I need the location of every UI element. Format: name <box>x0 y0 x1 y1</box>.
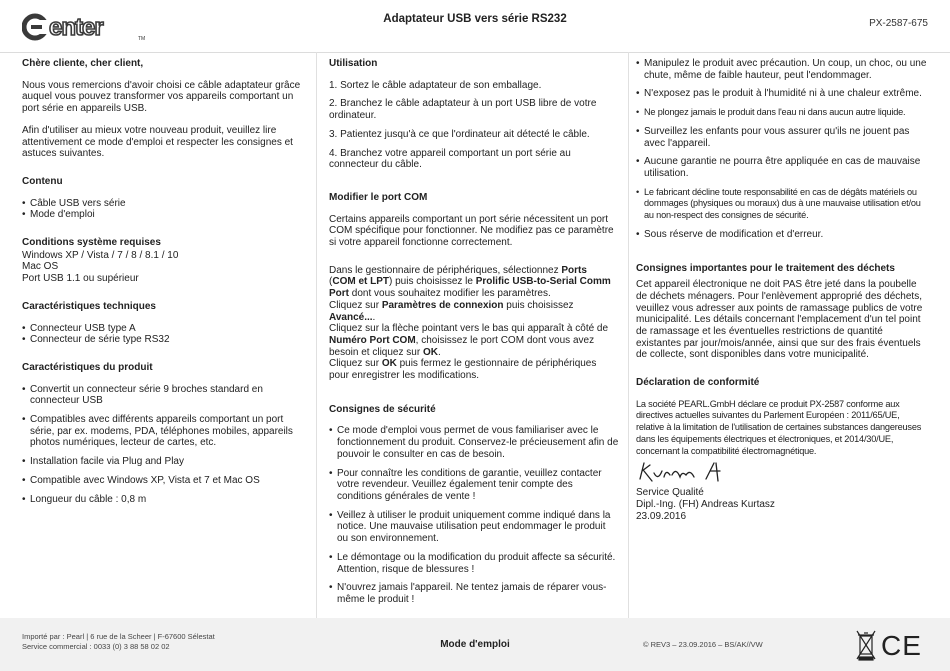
service-phone: Service commercial : 0033 (0) 3 88 58 02 02 <box>22 642 170 651</box>
footer-title: Mode d'emploi <box>440 639 510 650</box>
list-item: • N'exposez pas le produit à l'humidité ni à une chaleur extrême. <box>636 88 928 100</box>
condition-line: Windows XP / Vista / 7 / 8 / 8.1 / 10 <box>22 249 179 261</box>
svg-text:enter: enter <box>49 14 103 41</box>
importer-address: Importé par : Pearl | 6 rue de la Scheer | F-67600 Sélestat <box>22 632 215 641</box>
list-item: • Longueur du câble : 0,8 m <box>22 494 302 506</box>
signature-line: Dipl.-Ing. (FH) Andreas Kurtasz <box>636 498 775 510</box>
svg-text:TM: TM <box>138 36 146 42</box>
list-item: • Le fabricant décline toute responsabilité en cas de dégâts matériels ou dommages (physiques ou moraux) dus à une mauvaise utilisation et/ou au non-respect des consignes de sécurité. <box>636 187 928 222</box>
section-title-contenu: Contenu <box>22 175 63 187</box>
list-item: • Installation facile via Plug and Play <box>22 456 302 468</box>
section-title-utilisation: Utilisation <box>329 58 378 69</box>
step-item: 1. Sortez le câble adaptateur de son emballage. <box>329 79 542 91</box>
list-item: • Surveillez les enfants pour vous assurer qu'ils ne jouent pas avec l'appareil. <box>636 126 928 149</box>
conformite-paragraph: La société PEARL.GmbH déclare ce produit PX-2587 conforme aux directives actuelles suivantes du Parlement Européen : 2011/65/UE, relative à la limitation de l'utilisation de certaines substances dangereuses dans les équipements électriques et électroniques, et 2014/30/UE, concernant la compatibilité électromagnétique. <box>636 398 922 456</box>
step-item: 4. Branchez votre appareil comportant un port série au connecteur du câble. <box>329 147 571 171</box>
section-title-modifier: Modifier le port COM <box>329 191 428 203</box>
safety-more-list <box>636 58 928 240</box>
carac-tech-list <box>22 323 302 346</box>
list-item: • Convertit un connecteur série 9 broches standard en connecteur USB <box>22 384 302 407</box>
list-item: • N'ouvrez jamais l'appareil. Ne tentez jamais de réparer vous-même le produit ! <box>329 582 619 605</box>
document-title: Adaptateur USB vers série RS232 <box>383 13 567 25</box>
securite-list <box>329 425 619 605</box>
intro-paragraph: Afin d'utiliser au mieux votre nouveau produit, veuillez lire attentivement ce mode d'emploi et respecter les consignes et astuces suivantes. <box>22 124 293 160</box>
list-item: • Connecteur de série type RS32 <box>22 334 302 346</box>
carac-prod-list <box>22 384 302 506</box>
section-title-conditions: Conditions système requises <box>22 237 161 249</box>
list-item: • Le démontage ou la modification du produit affecte sa sécurité. Attention, risque de blessures ! <box>329 552 619 575</box>
step-item: 3. Patientez jusqu'à ce que l'ordinateur ait détecté le câble. <box>329 128 590 140</box>
list-item: • Câble USB vers série <box>22 198 302 210</box>
ce-mark-icon: CE <box>881 630 922 661</box>
list-item: • Connecteur USB type A <box>22 323 302 335</box>
section-title-carac-prod: Caractéristiques du produit <box>22 361 153 373</box>
signature <box>636 459 756 485</box>
signature-line: 23.09.2016 <box>636 510 687 522</box>
list-item: • Aucune garantie ne pourra être appliquée en cas de mauvaise utilisation. <box>636 156 928 179</box>
condition-line: Mac OS <box>22 261 59 273</box>
modifier-instructions: Dans le gestionnaire de périphériques, sélectionnez Ports (COM et LPT) puis choisissez le Prolific USB-to-Serial Comm Port dont vous souhaitez modifier les paramètres. Cliquez sur Paramètres de connexion puis choisissez Avancé.... Cliquez sur la flèche pointant vers le bas qui apparaît à côté de Numéro Port COM, choisissez le port COM dont vous avez besoin et cliquez sur OK. Cliquez sur OK puis fermez le gestionnaire de périphériques pour enregistrer les modifications. <box>329 264 611 382</box>
signature-line: Service Qualité <box>636 487 704 499</box>
page-footer <box>0 618 950 671</box>
page-header <box>0 0 950 53</box>
column-divider <box>316 52 317 618</box>
step-item: 2. Branchez le câble adaptateur à un port USB libre de votre ordinateur. <box>329 98 597 122</box>
weee-bin-icon <box>857 631 875 660</box>
list-item: • Sous réserve de modification et d'erreur. <box>636 229 928 241</box>
intro-paragraph: Nous vous remercions d'avoir choisi ce câble adaptateur grâce auquel vous pouvez transformer vos appareils comportant un port série en appareils USB. <box>22 79 301 115</box>
revision-info: © REV3 – 23.09.2016 – BS/AK//VW <box>643 640 763 649</box>
section-title-dechets: Consignes importantes pour le traitement des déchets <box>636 263 895 275</box>
list-item: • Veillez à utiliser le produit uniquement comme indiqué dans la notice. Une mauvaise utilisation peut endommager le produit ou son environnement. <box>329 510 619 545</box>
column-3 <box>632 52 932 618</box>
column-divider <box>628 52 629 618</box>
list-item: • Compatible avec Windows XP, Vista et 7 et Mac OS <box>22 475 302 487</box>
steps-list <box>329 80 619 171</box>
list-item: • Manipulez le produit avec précaution. Un coup, un choc, ou une chute, même de faible hauteur, peut l'endommager. <box>636 58 928 81</box>
dechets-paragraph: Cet appareil électronique ne doit PAS être jeté dans la poubelle de déchets ménagers. Pour l'enlèvement approprié des déchets, veuillez vous adresser aux points de ramassage publics de votre municipalité. Les détails concernant l'emplacement d'un tel point de ramassage et les éventuelles restrictions de quantité existantes par jour/mois/année, ainsi que sur des frais éventuels de collecte, sont disponibles dans votre municipalité. <box>636 279 923 361</box>
column-2 <box>323 52 625 618</box>
column-1 <box>16 52 308 618</box>
section-title-securite: Consignes de sécurité <box>329 403 436 415</box>
contenu-list <box>22 198 302 221</box>
list-item: • Compatibles avec différents appareils comportant un port série, par ex. modems, PDA, téléphones mobiles, appareils photos numériques, lecteur de cartes, etc. <box>22 414 302 449</box>
greeting: Chère cliente, cher client, <box>22 58 144 69</box>
list-item: • Mode d'emploi <box>22 209 302 221</box>
list-item: • Ce mode d'emploi vous permet de vous familiariser avec le fonctionnement du produit. Conservez-le précieusement afin de pouvoir le consulter en cas de besoin. <box>329 425 619 460</box>
list-item: • Pour connaître les conditions de garantie, veuillez contacter votre revendeur. Veuillez également tenir compte des conditions générales de vente ! <box>329 468 619 503</box>
condition-line: Port USB 1.1 ou supérieur <box>22 273 139 285</box>
section-title-carac-tech: Caractéristiques techniques <box>22 300 156 312</box>
weee-ce-marks <box>856 628 928 662</box>
section-title-conformite: Déclaration de conformité <box>636 377 760 389</box>
modifier-paragraph: Certains appareils comportant un port série nécessitent un port COM spécifique pour fonctionner. Ne modifiez pas ce paramètre si votre appareil fonctionne correctement. <box>329 213 614 249</box>
list-item: • Ne plongez jamais le produit dans l'eau ni dans aucun autre liquide. <box>636 107 928 119</box>
product-reference: PX-2587-675 <box>869 18 928 29</box>
